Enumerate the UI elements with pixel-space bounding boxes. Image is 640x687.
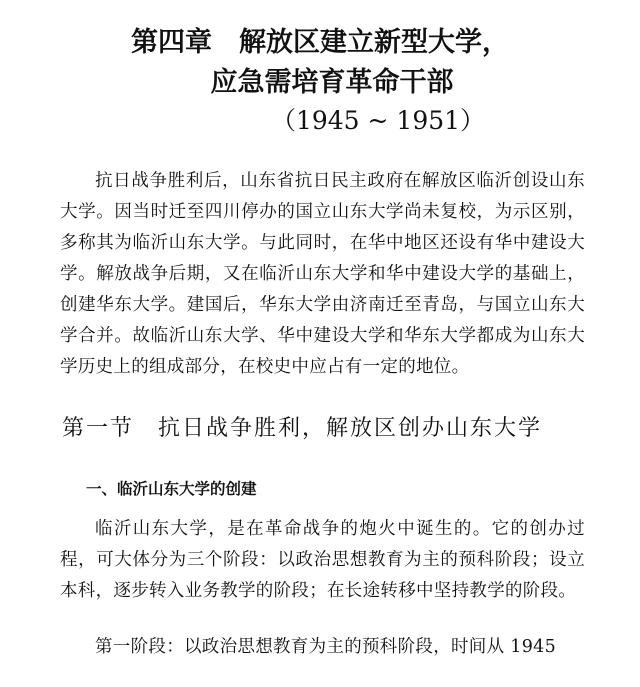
subsection-title: 一、临沂山东大学的创建 (86, 480, 257, 498)
intro-paragraph: 抗日战争胜利后，山东省抗日民主政府在解放区临沂创设山东大学。因当时迁至四川停办的国立山东大学尚未复校，为示区别，多称其为临沂山东大学。与此同时，在华中地区还设有华中建设大学。解放战争后期，又在临沂山东大学和华中建设大学的基础上，创建华东大学。建国后，华东大学由济南迁至青岛，与国立山东大学合并。故临沂山东大学、华中建设大学和华东大学都成为山东大学历史上的组成部分，在校史中应占有一定的地位。 (60, 171, 585, 377)
paragraph-3: 第一阶段：以政治思想教育为主的预科阶段，时间从 1945 (95, 637, 556, 657)
chapter-title-line-2: 应急需培育革命干部 (210, 67, 454, 98)
chapter-years: （1945 ~ 1951） (270, 106, 486, 135)
paragraph-2: 临沂山东大学，是在革命战争的炮火中诞生的。它的创办过程，可大体分为三个阶段：以政治思想教育为主的预科阶段；设立本科，逐步转入业务教学的阶段；在长途转移中坚持教学的阶段。 (60, 519, 585, 601)
section-title: 第一节 抗日战争胜利，解放区创办山东大学 (62, 416, 543, 441)
chapter-title-line-1: 第四章 解放区建立新型大学， (131, 27, 509, 58)
